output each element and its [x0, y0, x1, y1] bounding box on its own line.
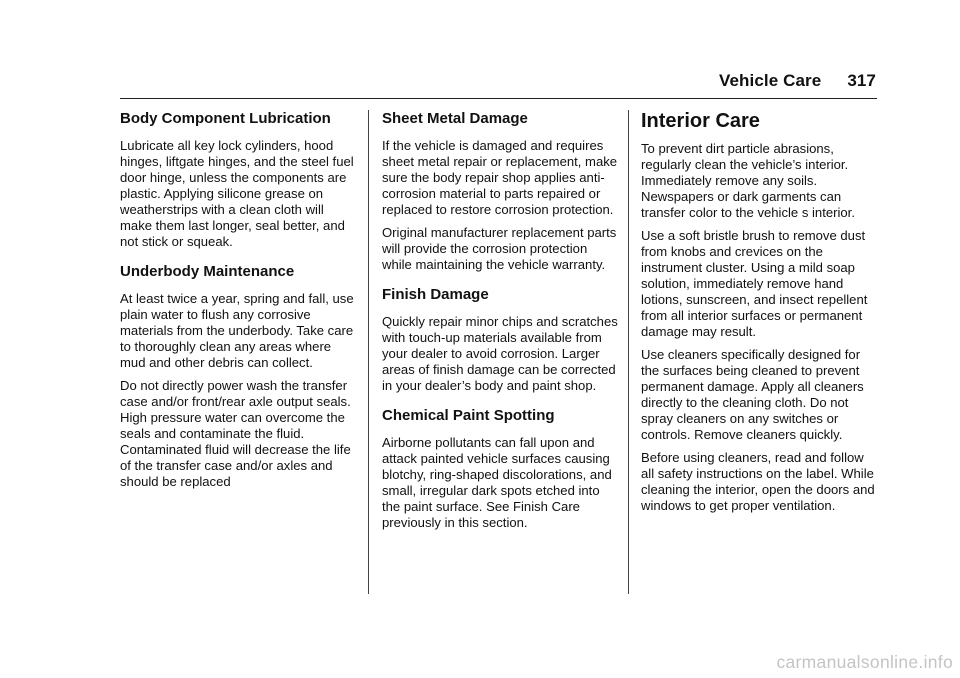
section-finish-damage	[382, 286, 618, 394]
page-number: 317	[847, 71, 876, 90]
section-interior-care	[641, 110, 877, 514]
column-left	[120, 110, 356, 497]
section-heading: Body Component Lubrication	[120, 110, 331, 127]
paragraph: Use cleaners specifically designed for the surfaces being cleaned to prevent permanent damage. Apply all cleaners directly to the cleaning cloth. Do not spray cleaners on any switches or controls. Remove cleaners quickly.	[641, 347, 864, 442]
section-sheet-metal-damage	[382, 110, 618, 273]
paragraph: Lubricate all key lock cylinders, hood hinges, liftgate hinges, and the steel fuel door hinge, unless the components are plastic. Applying silicone grease on weatherstrips with a clean cloth will make them last longer, seal better, and not stick or squeak.	[120, 138, 354, 249]
column-right	[641, 110, 877, 521]
section-heading: Underbody Maintenance	[120, 263, 295, 280]
paragraph: At least twice a year, spring and fall, use plain water to flush any corrosive materials from the underbody. Take care to thoroughly clean any areas where mud and other debris can collect.	[120, 291, 354, 370]
section-underbody-maintenance	[120, 263, 356, 490]
column-divider	[628, 110, 629, 594]
paragraph: Airborne pollutants can fall upon and attack painted vehicle surfaces causing blotchy, ring-shaped discolorations, and small, irregular dark spots etched into the paint surface. See Finish Care previously in this section.	[382, 435, 612, 530]
header-rule	[120, 98, 877, 99]
major-heading: Interior Care	[641, 110, 760, 132]
paragraph: Do not directly power wash the transfer case and/or front/rear axle output seals. High pressure water can overcome the seals and contaminate the fluid. Contaminated fluid will decrease the life of the transfer case and/or axles and should be replaced	[120, 378, 351, 489]
column-divider	[368, 110, 369, 594]
paragraph: To prevent dirt particle abrasions, regularly clean the vehicle’s interior. Immediately remove any soils. Newspapers or dark garments can transfer color to the vehicle s interior.	[641, 141, 855, 220]
section-title: Vehicle Care	[719, 71, 822, 90]
section-heading: Sheet Metal Damage	[382, 110, 528, 127]
paragraph: If the vehicle is damaged and requires sheet metal repair or replacement, make sure the body repair shop applies anti-corrosion material to parts repaired or replaced to restore corrosion protection.	[382, 138, 618, 217]
section-chemical-paint-spotting	[382, 407, 618, 531]
paragraph: Quickly repair minor chips and scratches with touch-up materials available from your dealer to avoid corrosion. Larger areas of finish damage can be corrected in your dealer’s body and paint shop.	[382, 314, 618, 393]
section-body-component-lubrication	[120, 110, 356, 250]
paragraph: Before using cleaners, read and follow all safety instructions on the label. While cleaning the interior, open the doors and windows to get proper ventilation.	[641, 450, 875, 513]
watermark: carmanualsonline.info	[776, 652, 953, 672]
page-header	[706, 71, 876, 91]
paragraph: Original manufacturer replacement parts will provide the corrosion protection while maintaining the vehicle warranty.	[382, 225, 617, 272]
section-heading: Finish Damage	[382, 286, 489, 303]
paragraph: Use a soft bristle brush to remove dust from knobs and crevices on the instrument cluster. Using a mild soap solution, immediately remove hand lotions, sunscreen, and insect repellent from all interior surfaces or permanent damage may result.	[641, 228, 868, 339]
section-heading: Chemical Paint Spotting	[382, 407, 555, 424]
column-middle	[382, 110, 618, 538]
